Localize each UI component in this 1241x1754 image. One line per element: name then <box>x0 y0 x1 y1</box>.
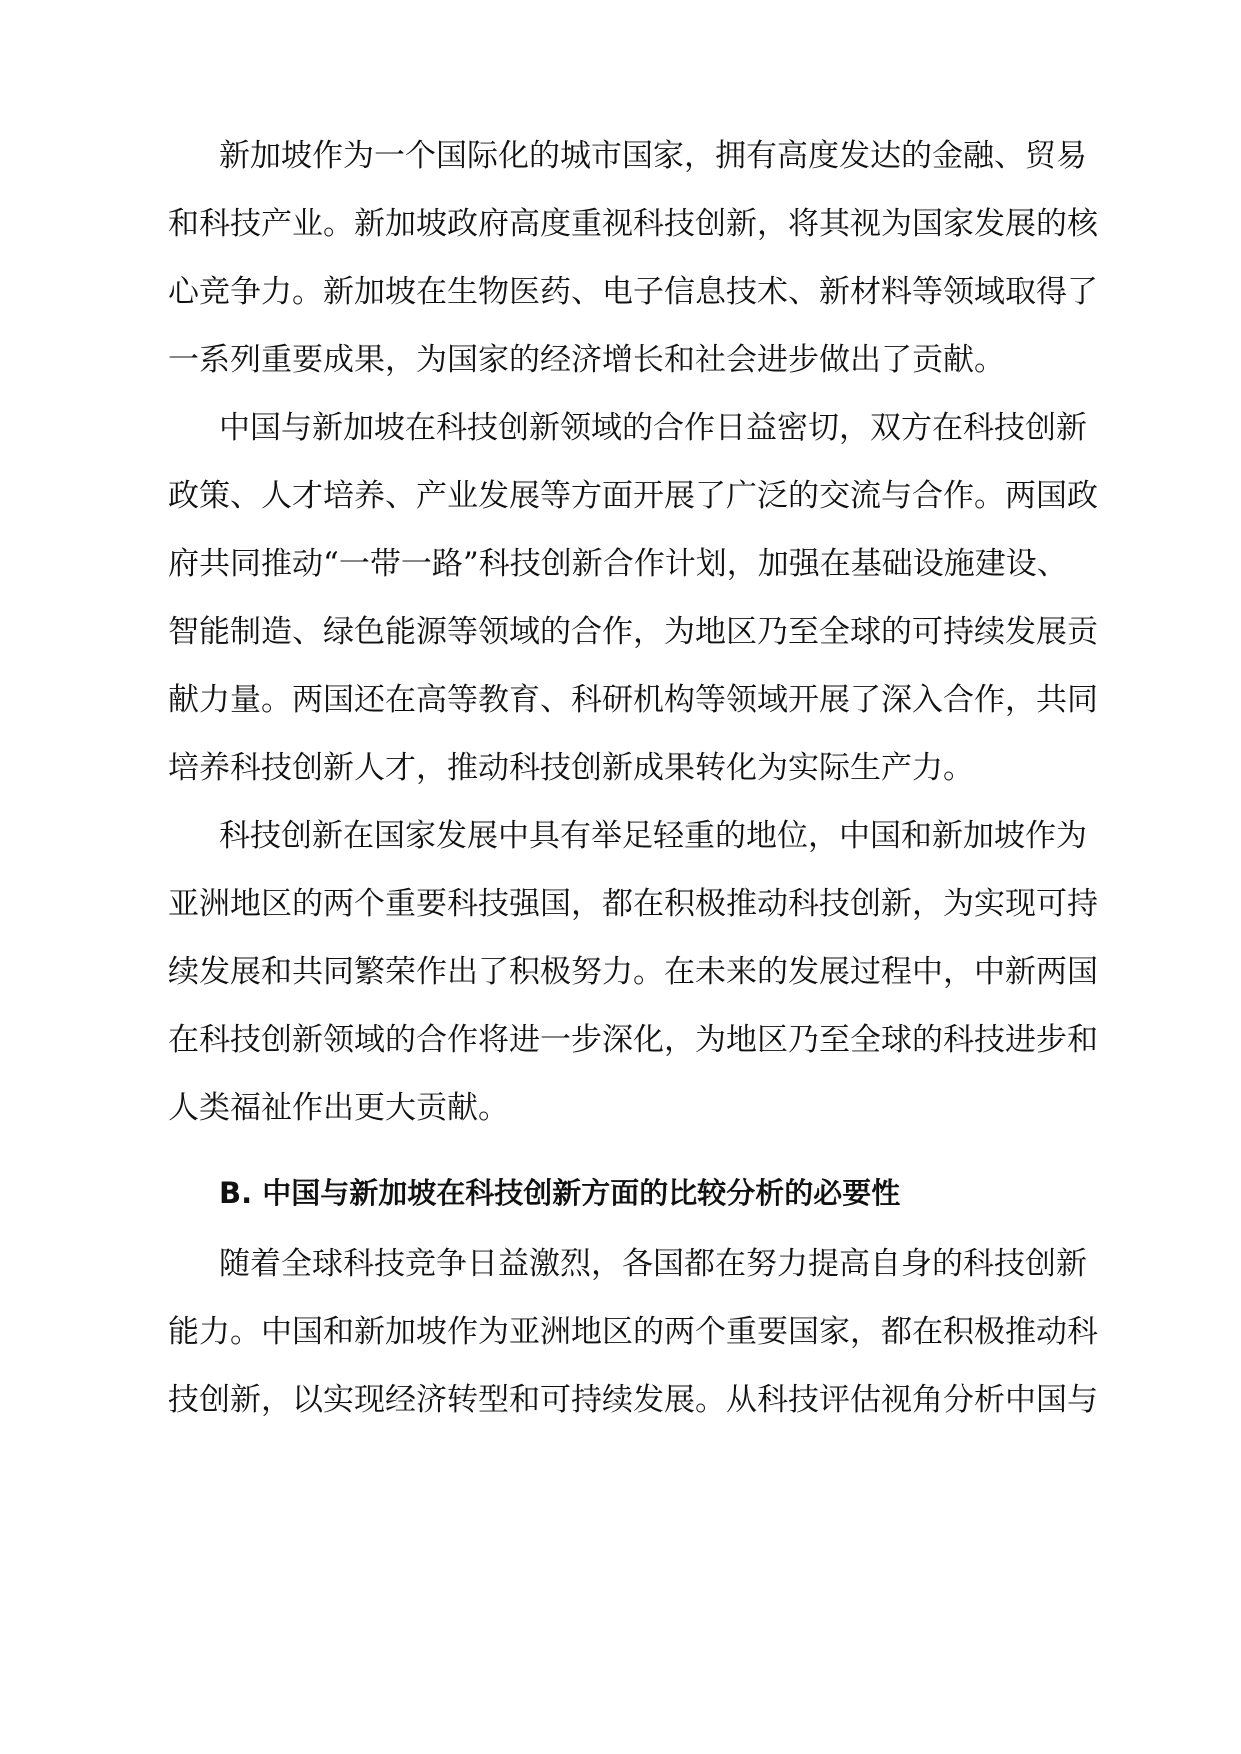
section-paragraph-line-2: 能力。中国和新加坡作为亚洲地区的两个重要国家，都在积极推动科 <box>168 1314 1098 1350</box>
section-heading: B. 中国与新加坡在科技创新方面的比较分析的必要性 <box>219 1176 901 1210</box>
paragraph-2-line-2: 政策、人才培养、产业发展等方面开展了广泛的交流与合作。两国政 <box>168 478 1098 514</box>
paragraph-1-line-3: 心竞争力。新加坡在生物医药、电子信息技术、新材料等领域取得了 <box>168 274 1098 310</box>
paragraph-3-line-3: 续发展和共同繁荣作出了积极努力。在未来的发展过程中，中新两国 <box>168 954 1098 990</box>
paragraph-2-line-3: 府共同推动“一带一路”科技创新合作计划，加强在基础设施建设、 <box>168 546 1068 582</box>
paragraph-2-line-5: 献力量。两国还在高等教育、科研机构等领域开展了深入合作，共同 <box>168 682 1098 718</box>
section-paragraph-line-1: 随着全球科技竞争日益激烈，各国都在努力提高自身的科技创新 <box>219 1246 1087 1282</box>
paragraph-3-line-4: 在科技创新领域的合作将进一步深化，为地区乃至全球的科技进步和 <box>168 1022 1098 1058</box>
section-paragraph-line-3: 技创新，以实现经济转型和可持续发展。从科技评估视角分析中国与 <box>168 1382 1098 1418</box>
paragraph-2-line-4: 智能制造、绿色能源等领域的合作，为地区乃至全球的可持续发展贡 <box>168 614 1098 650</box>
paragraph-1-line-2: 和科技产业。新加坡政府高度重视科技创新，将其视为国家发展的核 <box>168 206 1098 242</box>
paragraph-1-line-1: 新加坡作为一个国际化的城市国家，拥有高度发达的金融、贸易 <box>219 138 1087 174</box>
paragraph-3-line-2: 亚洲地区的两个重要科技强国，都在积极推动科技创新，为实现可持 <box>168 886 1098 922</box>
paragraph-1-line-4: 一系列重要成果，为国家的经济增长和社会进步做出了贡献。 <box>168 342 1005 378</box>
paragraph-2-line-6: 培养科技创新人才，推动科技创新成果转化为实际生产力。 <box>168 750 974 786</box>
paragraph-3-line-5: 人类福祉作出更大贡献。 <box>168 1090 509 1126</box>
paragraph-2-line-1: 中国与新加坡在科技创新领域的合作日益密切，双方在科技创新 <box>219 410 1087 446</box>
paragraph-3-line-1: 科技创新在国家发展中具有举足轻重的地位，中国和新加坡作为 <box>219 818 1087 854</box>
